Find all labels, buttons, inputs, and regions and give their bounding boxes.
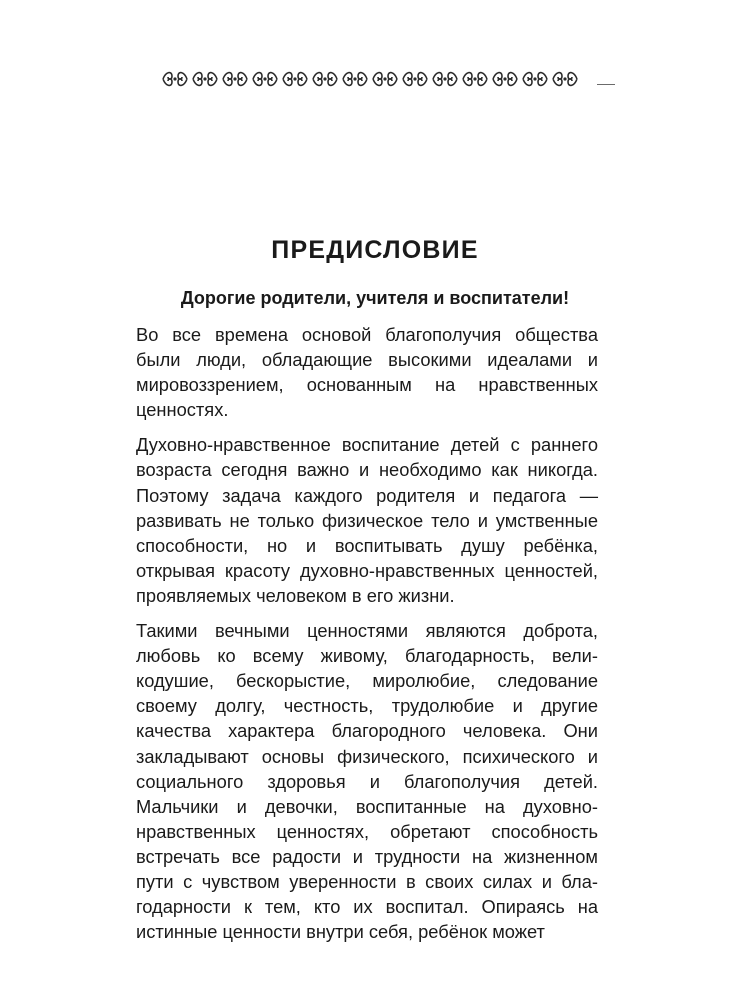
paragraph-2: Духовно-нравственное воспитание детей с раннего возраста сегодня важно и необходимо как никогда. Поэтому задача каждого родителя и педагога — развивать не только физическое тело и умственные способности, но и воспитывать душу ребёнка, открывая красоту духовно-нравственных ценностей, проявляемых человеком в его жизни. <box>136 434 598 606</box>
paragraph-3: Такими вечными ценностями являются доброта, любовь ко всему живому, благодарность, великодушие, бескорыстие, миролюбие, следование своему долгу, честность, трудолюбие и другие качества характера благородного человека. Они закладывают основы физического, психического и социального здоровья и благополучия детей. Мальчики и девочки, воспитанные на духовно-нравственных ценностях, обретают способность встречать все радости и трудности на жизненном пути с чувством уверенности в своих силах и благодарности к тем, кто их воспитал. Опираясь на истинные ценности внутри себя, ребёнок может <box>136 620 598 943</box>
ornamental-border-icon <box>160 68 580 90</box>
ornament-dot <box>413 77 416 80</box>
ornament-dot <box>263 77 266 80</box>
ornament-dot <box>323 77 326 80</box>
body-text <box>136 322 598 954</box>
ornament-dot <box>173 77 176 80</box>
ornament-dot <box>353 77 356 80</box>
paragraph-1: Во все времена основой благополучия общества были люди, обладающие высокими идеалами и мировоззрением, основанным на нравственных ценностях. <box>136 324 598 421</box>
page-marker <box>597 84 615 85</box>
ornament-dot <box>233 77 236 80</box>
ornament-dot <box>203 77 206 80</box>
ornament-dot <box>503 77 506 80</box>
ornament-dot <box>563 77 566 80</box>
ornament-dot <box>293 77 296 80</box>
ornament-dot <box>443 77 446 80</box>
ornament-dot <box>533 77 536 80</box>
greeting-heading: Дорогие родители, учителя и воспитатели! <box>180 288 570 308</box>
page-title: ПРЕДИСЛОВИЕ <box>271 236 479 264</box>
ornament-dot <box>473 77 476 80</box>
ornament-dot <box>383 77 386 80</box>
